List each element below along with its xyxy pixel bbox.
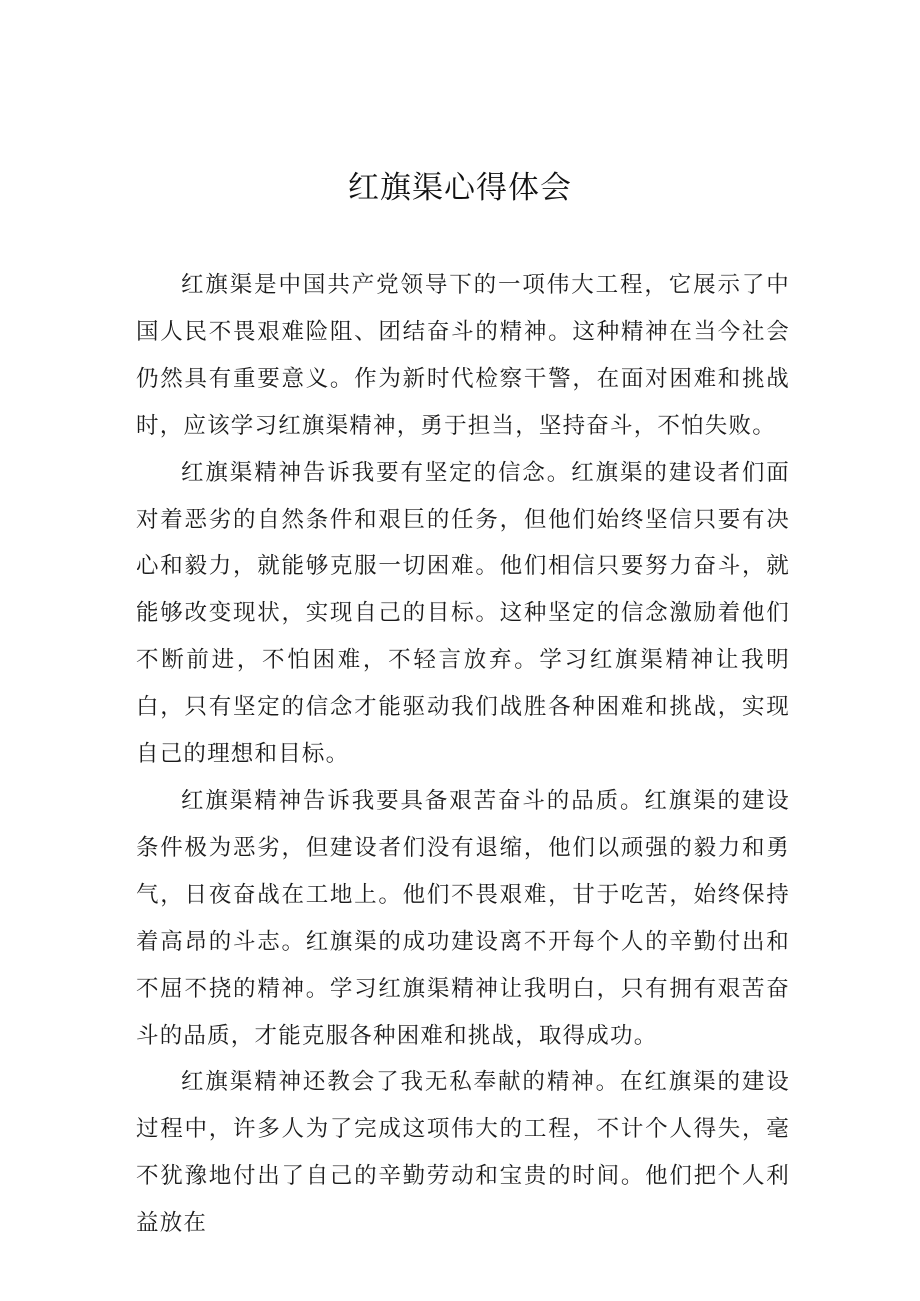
document-title: 红旗渠心得体会 <box>348 170 572 206</box>
paragraph-3: 红旗渠精神告诉我要具备艰苦奋斗的品质。红旗渠的建设条件极为恶劣，但建设者们没有退缩，他们以顽强的毅力和勇气，日夜奋战在工地上。他们不畏艰难，甘于吃苦，始终保持着高昂的斗志。红旗渠的成功建设离不开每个人的辛勤付出和不屈不挠的精神。学习红旗渠精神让我明白，只有拥有艰苦奋斗的品质，才能克服各种困难和挑战，取得成功。 <box>136 787 790 1049</box>
paragraph-4: 红旗渠精神还教会了我无私奉献的精神。在红旗渠的建设过程中，许多人为了完成这项伟大的工程，不计个人得失，毫不犹豫地付出了自己的辛勤劳动和宝贵的时间。他们把个人利益放在 <box>136 1069 790 1237</box>
document-body <box>136 262 790 1247</box>
paragraph-2: 红旗渠精神告诉我要有坚定的信念。红旗渠的建设者们面对着恶劣的自然条件和艰巨的任务，但他们始终坚信只要有决心和毅力，就能够克服一切困难。他们相信只要努力奋斗，就能够改变现状，实现自己的目标。这种坚定的信念激励着他们不断前进，不怕困难，不轻言放弃。学习红旗渠精神让我明白，只有坚定的信念才能驱动我们战胜各种困难和挑战，实现自己的理想和目标。 <box>136 459 790 768</box>
paragraph-1: 红旗渠是中国共产党领导下的一项伟大工程，它展示了中国人民不畏艰难险阻、团结奋斗的精神。这种精神在当今社会仍然具有重要意义。作为新时代检察干警，在面对困难和挑战时，应该学习红旗渠精神，勇于担当，坚持奋斗，不怕失败。 <box>136 272 790 439</box>
